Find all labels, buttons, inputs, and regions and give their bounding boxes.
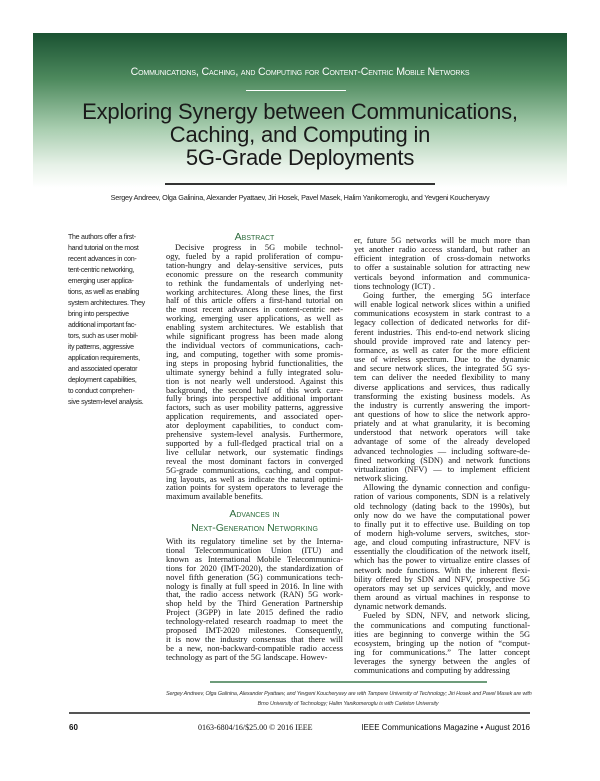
text-line: advantage of some of the already developed: [354, 437, 530, 447]
text-line: nology is finally at full speed in 2016. In line with: [166, 581, 343, 591]
text-line: supported by a full-fledged practical trial on a: [166, 438, 343, 448]
column-2-body: [354, 236, 530, 676]
text-line: use of wireless spectrum. Due to the dynamic: [354, 355, 530, 365]
sidebar-line: sive system-level analysis.: [68, 398, 144, 406]
text-line: yet another radio access standard, but rather an: [354, 245, 530, 255]
sidebar-line: deployment capabilities,: [68, 376, 137, 384]
text-line: ities are beginning to converge within the 5G: [354, 629, 530, 639]
text-line: age, and cloud computing infrastructure, NFV is: [354, 538, 530, 548]
author-list: Sergey Andreev, Olga Galinina, Alexander Pyattaev, Jiri Hosek, Pavel Masek, Halim Yanikomeroglu, and Yevgeni Koucheryavy: [110, 193, 490, 202]
text-line: of modern high-volume servers, switches, stor-: [354, 529, 530, 538]
text-line: ration of various components, SDN is a relatively: [354, 492, 530, 502]
divider: [246, 90, 346, 91]
text-line: enabling system architectures. We establish that: [166, 323, 343, 333]
sidebar-line: bring into perspective: [68, 310, 129, 318]
text-line: shop held by the Third Generation Partnership: [166, 599, 343, 609]
text-line: Project (3GPP) in late 2015 defined the radio: [166, 608, 343, 618]
series-title: Communications, Caching, and Computing for Content-Centric Mobile Networks: [130, 66, 470, 78]
abstract-body: [166, 244, 343, 502]
text-line: tional Telecommunication Union (ITU) and: [166, 545, 343, 555]
title-line: 5G-Grade Deployments: [185, 145, 415, 170]
text-line: ing layouts, as well as indicate the natural optimi-: [166, 474, 343, 484]
sidebar-line: tions, as well as enabling: [68, 288, 140, 296]
text-line: half of this article offers a first-hand tutorial on: [166, 296, 343, 306]
text-line: which has the power to virtualize entire classes of: [354, 556, 530, 566]
sidebar-line: system architectures. They: [68, 299, 145, 307]
text-line: the most recent advances in content-centric net-: [166, 305, 343, 315]
text-line: tation-hungry and delay-sensitive services, puts: [166, 260, 343, 270]
page-number: 60: [69, 723, 78, 732]
text-line: novel fifth generation (5G) communications tech-: [166, 572, 343, 582]
text-line: legacy collection of dedicated networks for dif-: [354, 318, 530, 328]
abstract-heading: Abstract: [234, 231, 275, 243]
text-line: will enable logical network slices within a unified: [354, 300, 530, 310]
text-line: it is now the industry consensus that there will: [166, 634, 343, 644]
copyright: 0163-6804/16/$25.00 © 2016 IEEE: [198, 723, 313, 732]
text-line: working, emerging user applications, as well as: [166, 314, 343, 324]
title-line: Caching, and Computing in: [169, 122, 431, 147]
text-line: should provide improved rate and latency per-: [354, 336, 530, 346]
text-line: while significant progress has been made along: [166, 332, 343, 342]
sidebar-line: application requirements,: [68, 354, 140, 362]
text-line: zation points for system operators to leverage the: [166, 483, 343, 493]
text-line: communications ecosystem in stark contrast to a: [354, 309, 530, 319]
text-line: essentially the cloudification of the network itself,: [354, 547, 530, 557]
text-line: ultimate synergy behind a fully integrated solu-: [166, 367, 343, 377]
text-line: ing steps in proposing hybrid functionalities, the: [166, 358, 343, 368]
sidebar-line: The authors offer a first-: [68, 233, 136, 241]
text-line: ator deployment capabilities, to conduct com-: [166, 421, 343, 431]
sidebar-line: ity patterns, aggressive: [68, 343, 134, 351]
text-line: priately and at what granularity, it is becoming: [354, 419, 530, 429]
text-line: With its regulatory timeline set by the Interna-: [166, 537, 343, 546]
sidebar-line: tors, such as user mobil-: [68, 332, 138, 340]
footnote-line: Sergey Andreev, Olga Galinina, Alexander Pyattaev, and Yevgeni Koucheryavy are with Tampere University of Technology; Jiri Hosek and Pavel Masek are with: [166, 691, 532, 697]
sidebar-line: recent advances in con-: [68, 255, 137, 263]
text-line: maximum available benefits.: [166, 492, 263, 502]
text-line: ecosystem, bringing up the notion of “comput-: [354, 638, 530, 648]
text-line: ogy, fueled by a rapid proliferation of compu-: [166, 251, 343, 261]
text-line: application requirements, and associated oper-: [166, 412, 343, 422]
footnote-line: Brno University of Technology; Halim Yanikomeroglu is with Carleton University: [257, 700, 439, 707]
text-line: fined networking (SDN) and network functions: [354, 455, 530, 465]
section-heading: [166, 508, 343, 535]
text-line: advanced technologies — including software-de-: [354, 446, 530, 456]
text-line: network slicing.: [354, 474, 408, 484]
sidebar-summary: [68, 232, 150, 408]
sidebar-line: to conduct comprehen-: [68, 387, 135, 395]
text-line: formance, as well as cater for the more efficient: [354, 345, 530, 355]
text-line: prehensive system-level analysis. Furthermore,: [166, 430, 343, 440]
section-heading-line: Next-Generation Networking: [191, 521, 318, 534]
footer-divider: [69, 712, 530, 714]
text-line: tem can deliver the needed flexibility to many: [354, 373, 530, 383]
article-title: [33, 100, 567, 169]
text-line: known as International Mobile Telecommunica-: [166, 554, 343, 564]
text-line: operators may set up services quickly, and move: [354, 583, 530, 593]
text-line: to finally put it to effective use. Building on top: [354, 519, 530, 529]
text-line: the communications and computing functional-: [354, 620, 530, 630]
text-line: Allowing the dynamic connection and configu-: [363, 483, 530, 493]
sidebar-line: and associated operator: [68, 365, 138, 373]
text-line: virtualization (NFV) — to implement efficient: [354, 464, 530, 474]
text-line: tion is not nearly well understood. Against this: [166, 376, 343, 386]
footnote-divider: [210, 681, 487, 683]
text-line: technology as part of the 5G landscape. Howev-: [166, 652, 328, 662]
text-line: proposed IMT-2020 milestones. Consequently,: [166, 626, 343, 636]
section-heading-line: Advances in: [229, 508, 280, 520]
text-line: bility offered by SDN and NFV, prospective 5G: [354, 574, 530, 584]
text-line: network node functions. With the inherent flexi-: [354, 565, 530, 575]
text-line: old technology (dating back to the 1990s), but: [354, 501, 530, 511]
text-line: ant questions of how to slice the network appro-: [354, 409, 530, 419]
text-line: 5G-grade communications, caching, and comput-: [166, 465, 343, 475]
text-line: communications and computing by addressing: [354, 666, 510, 676]
text-line: only now do we have the computational power: [354, 510, 530, 520]
sidebar-line: emerging user applica-: [68, 277, 134, 285]
title-line: Exploring Synergy between Communications,: [82, 99, 518, 124]
text-line: that, the radio access network (RAN) 5G work-: [166, 590, 343, 600]
text-line: understood that network operators will take: [354, 428, 530, 438]
text-line: tions technology (ICT) .: [354, 281, 435, 291]
text-line: diverse applications and services, thus radically: [354, 382, 530, 392]
text-line: background, the second half of this work care-: [166, 385, 343, 395]
text-line: live cellular network, our systematic findings: [166, 447, 343, 457]
text-line: to rethink the fundamentals of underlying net-: [166, 278, 343, 288]
text-line: working architectures. Along these lines, the first: [166, 287, 343, 297]
text-line: Decisive progress in 5G mobile technol-: [175, 243, 343, 252]
sidebar-line: hand tutorial on the most: [68, 244, 139, 252]
text-line: transforming the existing business models. As: [354, 391, 530, 401]
text-line: verticals beyond information and communica-: [354, 272, 530, 282]
sidebar-line: additional important fac-: [68, 321, 137, 329]
text-line: leverages the synergy between the angles of: [354, 657, 530, 667]
text-line: economic pressure on the research community: [166, 269, 343, 279]
text-line: the individual vectors of communications, cach-: [166, 340, 343, 350]
divider: [165, 183, 435, 185]
text-line: be a new, non-backward-compatible radio access: [166, 643, 343, 653]
text-line: reveal the most dominant factors in converged: [166, 456, 343, 466]
journal-issue: IEEE Communications Magazine • August 2016: [361, 723, 530, 732]
author-affiliations: [166, 690, 530, 709]
text-line: ing for communications.” The latter concept: [354, 648, 530, 658]
text-line: fully brings into perspective additional important: [166, 394, 343, 404]
text-line: to offer a sustainable solution for attracting new: [354, 263, 530, 273]
text-line: dynamic network demands.: [354, 602, 447, 612]
text-line: technology-related research roadmap to meet the: [166, 617, 343, 627]
text-line: Going further, the emerging 5G interface: [363, 290, 530, 300]
text-line: ing, and computing, together with some promis-: [166, 349, 343, 359]
text-line: tions for 2020 (IMT-2020), the standardization of: [166, 563, 343, 573]
text-line: ferent industries. This end-to-end network slicing: [354, 327, 530, 337]
text-line: and secure network slices, the integrated 5G sys-: [354, 364, 530, 374]
sidebar-line: tent-centric networking,: [68, 266, 135, 274]
section-body: [166, 538, 343, 663]
text-line: Fueled by SDN, NFV, and network slicing,: [363, 611, 530, 621]
text-line: efficient integration of cross-domain networks: [354, 254, 530, 264]
text-line: er, future 5G networks will be much more than: [354, 236, 530, 245]
text-line: the industry is currently answering the import-: [354, 400, 530, 410]
text-line: factors, such as user mobility patterns, aggressive: [166, 403, 343, 413]
text-line: them around as virtual machines in response to: [354, 593, 530, 603]
